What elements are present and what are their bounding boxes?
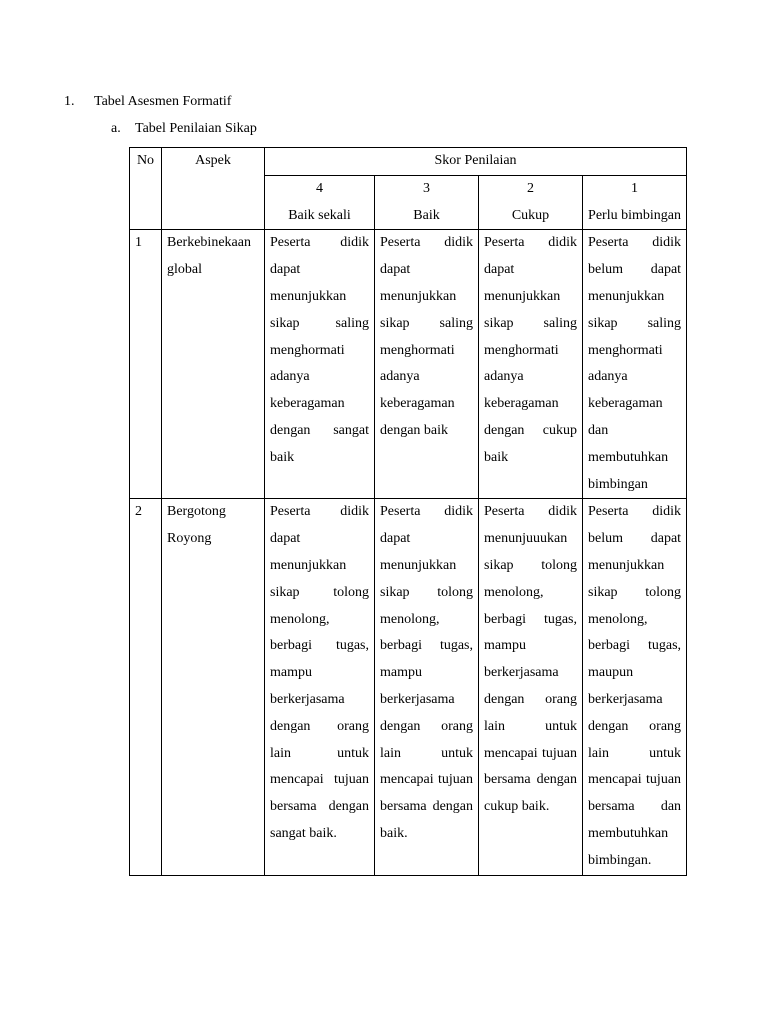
table-header-row [130, 148, 687, 176]
header-score-group: Skor Penilaian [265, 148, 687, 176]
score-level-4 [265, 175, 375, 230]
criteria-cell-score-2: Peserta didik menunjuuukan sikap tolong menolong, berbagi tugas, mampu berkerjasama dengan orang lain untuk mencapai tujuan bersama dengan cukup baik. [479, 499, 583, 875]
subsection-letter: a. [111, 121, 121, 136]
table-row [130, 230, 687, 499]
score-label: Baik sekali [288, 207, 351, 223]
criteria-cell-score-1: Peserta didik belum dapat menunjukkan sikap saling menghormati adanya keberagaman dan membutuhkan bimbingan [583, 230, 687, 499]
score-level-3 [375, 175, 479, 230]
score-value: 4 [316, 180, 323, 196]
header-no: No [130, 148, 162, 230]
score-value: 2 [527, 180, 534, 196]
header-aspect: Aspek [162, 148, 265, 230]
subsection-title: Tabel Penilaian Sikap [135, 121, 257, 136]
score-level-2 [479, 175, 583, 230]
score-value: 1 [631, 180, 639, 196]
score-level-1 [583, 175, 687, 230]
criteria-cell-score-2: Peserta didik dapat menunjukkan sikap saling menghormati adanya keberagaman dengan cukup baik [479, 230, 583, 499]
section-number: 1. [64, 94, 75, 109]
score-value: 3 [423, 180, 430, 196]
section-heading [64, 92, 231, 112]
row-number: 2 [130, 499, 162, 875]
row-aspect: Berkebinekaan global [162, 230, 265, 499]
criteria-cell-score-1: Peserta didik belum dapat menunjukkan sikap tolong menolong, berbagi tugas, maupun berkerjasama dengan orang lain untuk mencapai tujuan bersama dan membutuhkan bimbingan. [583, 499, 687, 875]
criteria-cell-score-4: Peserta didik dapat menunjukkan sikap saling menghormati adanya keberagaman dengan sangat baik [265, 230, 375, 499]
criteria-cell-score-3: Peserta didik dapat menunjukkan sikap saling menghormati adanya keberagaman dengan baik [375, 230, 479, 499]
score-label: Perlu bimbingan [588, 207, 681, 223]
subsection-heading [111, 119, 257, 139]
attitude-assessment-table [129, 147, 687, 876]
row-aspect: Bergotong Royong [162, 499, 265, 875]
criteria-cell-score-3: Peserta didik dapat menunjukkan sikap tolong menolong, berbagi tugas, mampu berkerjasama dengan orang lain untuk mencapai tujuan bersama dengan baik. [375, 499, 479, 875]
row-number: 1 [130, 230, 162, 499]
score-label: Baik [413, 207, 440, 223]
criteria-cell-score-4: Peserta didik dapat menunjukkan sikap tolong menolong, berbagi tugas, mampu berkerjasama dengan orang lain untuk mencapai tujuan bersama dengan sangat baik. [265, 499, 375, 875]
table-row [130, 499, 687, 875]
score-label: Cukup [511, 207, 550, 223]
section-title: Tabel Asesmen Formatif [94, 94, 232, 109]
